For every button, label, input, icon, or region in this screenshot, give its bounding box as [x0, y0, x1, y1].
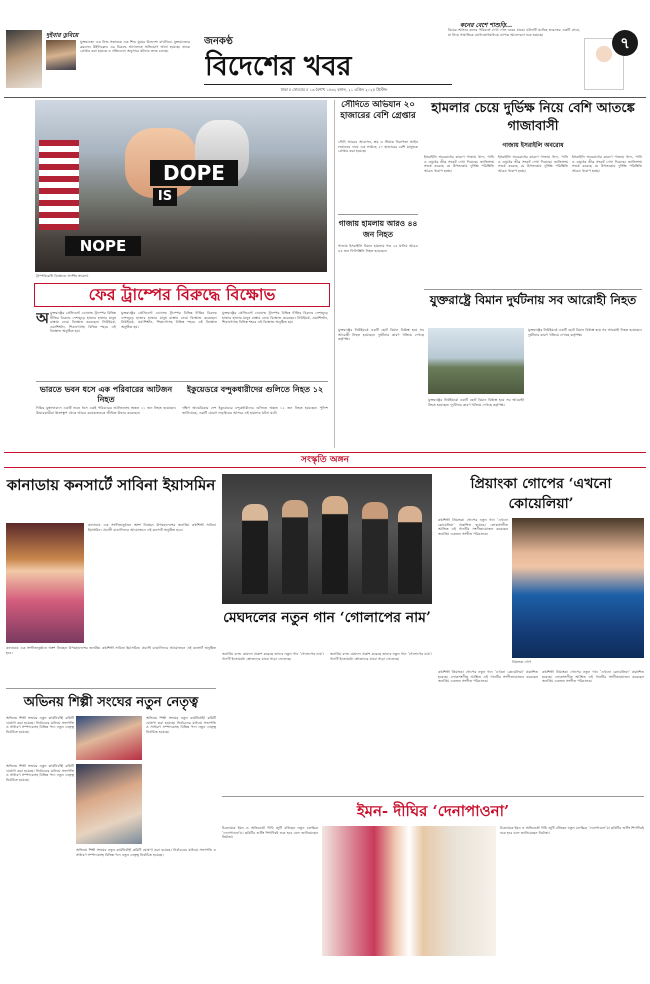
- crash-photo: [428, 328, 524, 394]
- top-story-col-3: যুক্তরাষ্ট্রের প্রেসিডেন্ট ডোনাল্ড ট্রাম্পের বিভিন্ন নীতির বিরুদ্ধে দেশজুড়ে হাজার হাজার মানুষ রাস্তায় নেমে বিক্ষোভ করেছেন। নিউইয়র্ক, ওয়াশিংটন, শিকাগোসহ বিভিন্ন শহরে এই বিক্ষোভ অনুষ্ঠিত হয়।: [222, 311, 328, 325]
- gaza-attack-headline: গাজায় হামলায় আরও ৪৪ জন নিহত: [338, 219, 418, 239]
- india-text: দিল্লির মুস্তাফাবাদে একটি ভবন ধসে একই পরিবারের আটজনসহ অন্তত ১১ জন নিহত হয়েছেন। উদ্ধারকারীরা ধ্বংসস্তূপ থেকে আরও কয়েকজনকে জীবিত উদ্ধার করেছেন।: [36, 406, 176, 415]
- imon-photo: [322, 826, 496, 956]
- priyanka-photo: [512, 518, 644, 658]
- teaser-right-title: কনের বেশে শাশুড়ি...: [460, 22, 513, 28]
- ecuador-text: দক্ষিণ আমেরিকার দেশ ইকুয়েডরে বন্দুকধারীদের গুলিতে অন্তত ১২ জন নিহত হয়েছেন। পুলিশ জানিয়েছে, একটি মোরগ লড়াইয়ের আসরে এই হামলার ঘটনা ঘটে।: [182, 406, 328, 415]
- imon-headline: ইমন- দীঘির ‘দেনাপাওনা’: [356, 802, 510, 820]
- page-number-badge: ৭: [612, 30, 638, 56]
- priyanka-headline: প্রিয়াংকা গোপের ‘এখনো কোয়েলিয়া’: [470, 476, 612, 512]
- flag-stripes: [39, 140, 79, 230]
- meghdol-headline: মেঘদলের নতুন গান ‘গোলাপের নাম’: [223, 610, 431, 626]
- imon-text-2: চিত্রনায়ক ইমন ও অভিনেত্রী দীঘি জুটি বাঁধছেন নতুন চলচ্চিত্র ‘দেনাপাওনা’য়। ছবিটির শুটিং শিগগিরই শুরু হবে বলে জানিয়েছেন নির্মাতা।: [500, 826, 644, 835]
- ovinoy-headline: অভিনয় শিল্পী সংঘের নতুন নেতৃত্ব: [23, 695, 199, 710]
- gaza-col-1: ইসরাইলি অবরোধের কারণে গাজায় খাদ্য, পানি ও ওষুধের তীব্র সংকট দেখা দিয়েছে। জাতিসংঘ সতর্ক করেছে যে উপত্যকায় দুর্ভিক্ষ পরিস্থিতি আরও খারাপ হচ্ছে।: [424, 155, 494, 173]
- meghdol-text-2: জনপ্রিয় ব্যান্ড মেঘদল প্রকাশ করেছে তাদের নতুন গান ‘গোলাপের নাম’। গানটি ইতোমধ্যে শ্রোতাদের মাঝে সাড়া ফেলেছে।: [330, 652, 432, 661]
- india-headline: ভারতে ভবন ধসে এক পরিবারের আটজন নিহত: [39, 384, 173, 404]
- gaza-headline: হামলার চেয়ে দুর্ভিক্ষ নিয়ে বেশি আতঙ্কে গাজাবাসী: [431, 101, 635, 134]
- teaser-left-photo: [6, 30, 42, 88]
- gaza-col-3: ইসরাইলি অবরোধের কারণে গাজায় খাদ্য, পানি ও ওষুধের তীব্র সংকট দেখা দিয়েছে। জাতিসংঘ সতর্ক করেছে যে উপত্যকায় দুর্ভিক্ষ পরিস্থিতি আরও খারাপ হচ্ছে।: [572, 155, 642, 173]
- culture-section-label: সংস্কৃতি অঙ্গন: [301, 455, 349, 465]
- meghdol-text-1: জনপ্রিয় ব্যান্ড মেঘদল প্রকাশ করেছে তাদের নতুন গান ‘গোলাপের নাম’। গানটি ইতোমধ্যে শ্রোতাদের মাঝে সাড়া ফেলেছে।: [222, 652, 324, 661]
- saudi-headline: সৌদিতে অভিযান ২০ হাজারের বেশি গ্রেপ্তার: [340, 100, 416, 121]
- sabina-headline: কানাডায় কনসার্টে সাবিনা ইয়াসমিন: [6, 476, 216, 494]
- brand-logo: জনকণ্ঠ: [204, 36, 233, 47]
- top-story-headline: ফের ট্রাম্পের বিরুদ্ধে বিক্ষোভ: [88, 285, 276, 304]
- teaser-right-text: বিয়ের আসরে কনের পরিবর্তে দেখা গেল বরের মাকে। ঘটনাটি ঘটেছে ভারতের একটি গ্রামে, যা নিয়ে সামাজিক যোগাযোগমাধ্যমে ব্যাপক আলোচনা শুরু হয়েছে।: [448, 28, 580, 37]
- ovinoy-text-3: অভিনয় শিল্পী সংঘের নতুন কার্যনির্বাহী কমিটি ঘোষণা করা হয়েছে। নির্বাচনের মাধ্যমে সভাপতি ও সাধারণ সম্পাদকসহ বিভিন্ন পদে নতুন নেতৃত্ব নির্বাচিত হয়েছে।: [6, 764, 74, 782]
- ecuador-headline: ইকুয়েডরে বন্দুকধারীদের গুলিতে নিহত ১২: [186, 384, 324, 394]
- gaza-subhead: গাজায় ইসরাইলি অবরোধ: [502, 142, 564, 149]
- gaza-attack-text: গাজায় ইসরাইলি বিমান হামলায় গত ২৪ ঘণ্টায় আরও ৪৪ জন ফিলিস্তিনি নিহত হয়েছেন।: [338, 244, 418, 253]
- placard-nope: NOPE: [65, 236, 141, 256]
- ovinoy-photo-2: [76, 764, 142, 844]
- meghdol-photo: [222, 474, 432, 604]
- sabina-text-top: কানাডায় এক সংগীতানুষ্ঠানে অংশ নিচ্ছেন উপমহাদেশের জনপ্রিয় কণ্ঠশিল্পী সাবিনা ইয়াসমিন। প্রবাসী বাঙালিদের আয়োজনে এই কনসার্ট অনুষ্ঠিত হবে।: [88, 523, 216, 532]
- placard-is: IS: [153, 188, 177, 206]
- imon-text-1: চিত্রনায়ক ইমন ও অভিনেত্রী দীঘি জুটি বাঁধছেন নতুন চলচ্চিত্র ‘দেনাপাওনা’য়। ছবিটির শুটিং শিগগিরই শুরু হবে বলে জানিয়েছেন নির্মাতা।: [222, 826, 318, 840]
- ovinoy-text-2: অভিনয় শিল্পী সংঘের নতুন কার্যনির্বাহী কমিটি ঘোষণা করা হয়েছে। নির্বাচনের মাধ্যমে সভাপতি ও সাধারণ সম্পাদকসহ বিভিন্ন পদে নতুন নেতৃত্ব নির্বাচিত হয়েছে।: [146, 716, 216, 734]
- ovinoy-text-4: অভিনয় শিল্পী সংঘের নতুন কার্যনির্বাহী কমিটি ঘোষণা করা হয়েছে। নির্বাচনের মাধ্যমে সভাপতি ও সাধারণ সম্পাদকসহ বিভিন্ন পদে নতুন নেতৃত্ব নির্বাচিত হয়েছে।: [76, 848, 216, 857]
- crash-text-col-1: যুক্তরাষ্ট্রের নিউইয়র্কে একটি ছোট বিমান বিধ্বস্ত হয়ে সব আরোহী নিহত হয়েছেন। দুর্ঘটনার কারণ খতিয়ে দেখছে কর্তৃপক্ষ।: [338, 328, 424, 342]
- teaser-left-text: যুক্তরাজ্যে এক নিজ সন্তানকে এক শিশু ঘুমের উদ্দেশ্যে বাথটাবে। যুক্তরাজ্যের ব্রমলেন উইনিফ্রেড এর বিরুদ্ধে আদালতে অভিযোগ আনা হয়েছে। তাকে গ্রেপ্তার করা হয়েছে ও প্রতিবেদন অনুসারে ঘটনার তদন্ত চলছে।: [80, 40, 190, 54]
- priyanka-text-1: কণ্ঠশিল্পী প্রিয়াংকা গোপের নতুন গান ‘এখনো কোয়েলিয়া’ প্রকাশিত হয়েছে। লোকসংগীত আশ্রিত এই গানটির সংগীতায়োজন করেছেন জনপ্রিয় একজন সংগীত পরিচালক।: [438, 518, 508, 536]
- sabina-photo: [6, 523, 84, 643]
- priyanka-text-2: কণ্ঠশিল্পী প্রিয়াংকা গোপের নতুন গান ‘এখনো কোয়েলিয়া’ প্রকাশিত হয়েছে। লোকসংগীত আশ্রিত এই গানটির সংগীতায়োজন করেছেন জনপ্রিয় একজন সংগীত পরিচালক।: [438, 670, 538, 684]
- teaser-left-photo-2: [46, 40, 76, 70]
- top-story-col-2: যুক্তরাষ্ট্রের প্রেসিডেন্ট ডোনাল্ড ট্রাম্পের বিভিন্ন নীতির বিরুদ্ধে দেশজুড়ে হাজার হাজার মানুষ রাস্তায় নেমে বিক্ষোভ করেছেন। নিউইয়র্ক, ওয়াশিংটন, শিকাগোসহ বিভিন্ন শহরে এই বিক্ষোভ অনুষ্ঠিত হয়।: [121, 311, 217, 329]
- crash-text-col-3: যুক্তরাষ্ট্রের নিউইয়র্কে একটি ছোট বিমান বিধ্বস্ত হয়ে সব আরোহী নিহত হয়েছেন। দুর্ঘটনার কারণ খতিয়ে দেখছে কর্তৃপক্ষ।: [428, 398, 524, 407]
- sabina-text-bottom: কানাডায় এক সংগীতানুষ্ঠানে অংশ নিচ্ছেন উপমহাদেশের জনপ্রিয় কণ্ঠশিল্পী সাবিনা ইয়াসমিন। প্রবাসী বাঙালিদের আয়োজনে এই কনসার্ট অনুষ্ঠিত হবে।: [6, 646, 216, 655]
- saudi-text: সৌদি আরবে আবাসন, শ্রম ও সীমান্ত নিরাপত্তা আইন লঙ্ঘনের দায়ে এক সপ্তাহে ২০ হাজারের বেশি মানুষকে গ্রেপ্তার করা হয়েছে।: [338, 140, 418, 154]
- protest-photo: [35, 100, 327, 272]
- crash-headline: যুক্তরাষ্ট্রে বিমান দুর্ঘটনায় সব আরোহী নিহত: [429, 293, 637, 307]
- crash-text-col-2: যুক্তরাষ্ট্রের নিউইয়র্কে একটি ছোট বিমান বিধ্বস্ত হয়ে সব আরোহী নিহত হয়েছেন। দুর্ঘটনার কারণ খতিয়ে দেখছে কর্তৃপক্ষ।: [528, 328, 642, 337]
- top-story-col-1: যুক্তরাষ্ট্রের প্রেসিডেন্ট ডোনাল্ড ট্রাম্পের বিভিন্ন নীতির বিরুদ্ধে দেশজুড়ে হাজার হাজার মানুষ রাস্তায় নেমে বিক্ষোভ করেছেন। নিউইয়র্ক, ওয়াশিংটন, শিকাগোসহ বিভিন্ন শহরে এই বিক্ষোভ অনুষ্ঠিত হয়।: [50, 311, 116, 334]
- drop-cap: অ: [36, 311, 49, 326]
- gaza-col-2: ইসরাইলি অবরোধের কারণে গাজায় খাদ্য, পানি ও ওষুধের তীব্র সংকট দেখা দিয়েছে। জাতিসংঘ সতর্ক করেছে যে উপত্যকায় দুর্ভিক্ষ পরিস্থিতি আরও খারাপ হচ্ছে।: [498, 155, 568, 173]
- priyanka-caption: প্রিয়াংকা গোপ: [512, 660, 532, 664]
- dateline: ঢাকা ॥ সোমবার ॥ ১৩ বৈশাখ ১৪৩২ বঙ্গাব্দ, ২১ এপ্রিল ২০২৫ খ্রিস্টাব্দ: [280, 87, 388, 92]
- ovinoy-photo-1: [76, 716, 142, 760]
- teaser-left-title: দুইবার ডুবিয়ে: [46, 32, 79, 38]
- masthead-title: বিদেশের খবর: [205, 51, 352, 80]
- ovinoy-text-1: অভিনয় শিল্পী সংঘের নতুন কার্যনির্বাহী কমিটি ঘোষণা করা হয়েছে। নির্বাচনের মাধ্যমে সভাপতি ও সাধারণ সম্পাদকসহ বিভিন্ন পদে নতুন নেতৃত্ব নির্বাচিত হয়েছে।: [6, 716, 74, 734]
- top-photo-caption: ট্রাম্পবিরোধী বিক্ষোভে প্রদর্শিত প্ল্যাকার্ড: [36, 274, 89, 278]
- priyanka-text-3: কণ্ঠশিল্পী প্রিয়াংকা গোপের নতুন গান ‘এখনো কোয়েলিয়া’ প্রকাশিত হয়েছে। লোকসংগীত আশ্রিত এই গানটির সংগীতায়োজন করেছেন জনপ্রিয় একজন সংগীত পরিচালক।: [542, 670, 644, 684]
- placard-dope: DOPE: [150, 160, 238, 186]
